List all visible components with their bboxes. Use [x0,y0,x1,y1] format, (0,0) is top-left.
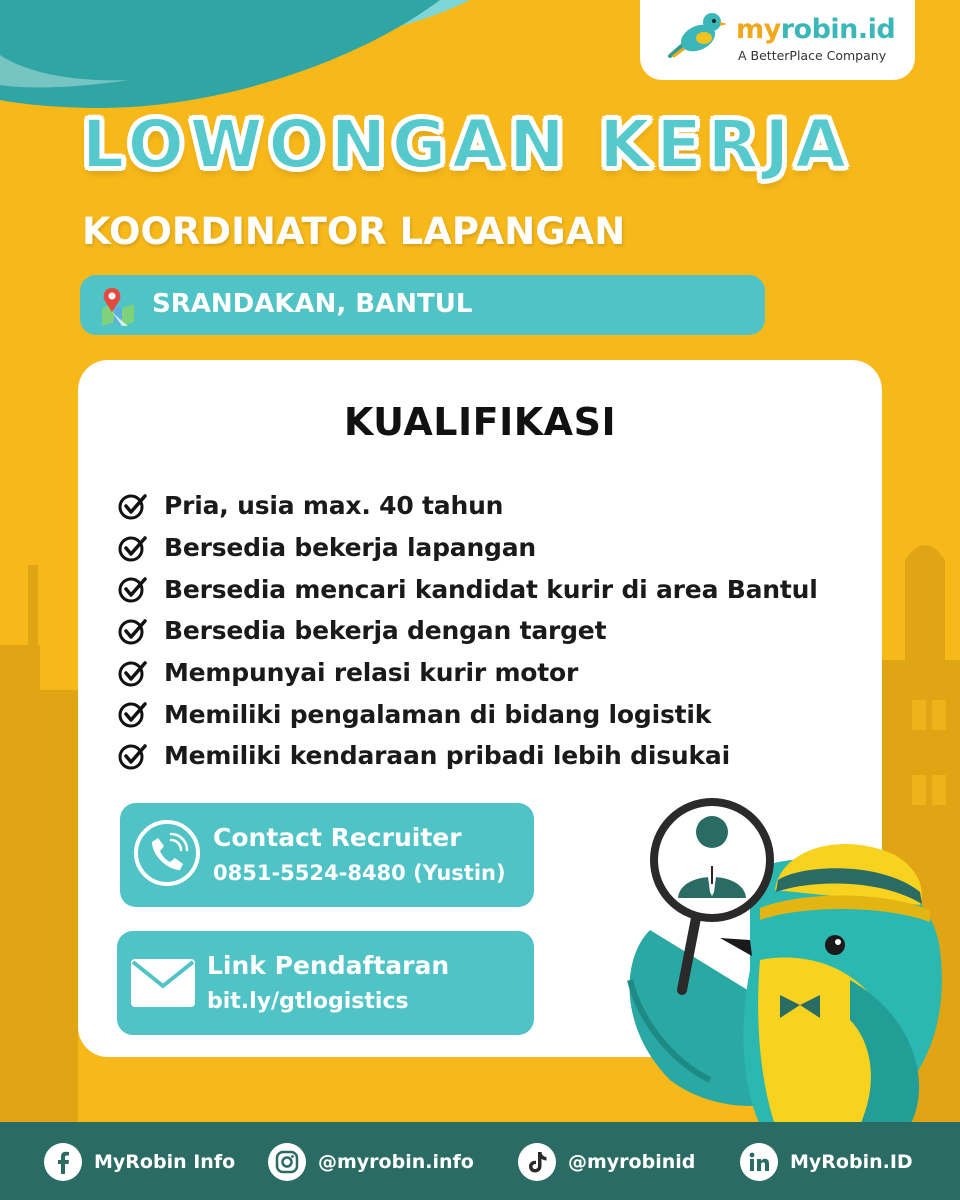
registration-link-button[interactable] [117,931,534,1035]
registration-link[interactable]: bit.ly/gtlogistics [207,989,409,1014]
robin-bird-logo-icon [664,12,728,58]
check-circle-icon [118,574,148,604]
qualification-text: Bersedia bekerja lapangan [164,533,537,563]
qualification-text: Memiliki pengalaman di bidang logistik [164,699,712,729]
qualification-text: Bersedia bekerja dengan target [164,616,607,646]
mail-icon [130,958,196,1008]
qualification-item [118,693,818,735]
qualification-list [118,485,818,777]
qualification-item [118,735,818,777]
registration-title: Link Pendaftaran [207,951,450,980]
qualification-item [118,485,818,527]
qualification-title: KUALIFIKASI [343,400,617,444]
phone-icon [134,820,200,886]
instagram-icon [268,1143,306,1181]
qualification-text: Pria, usia max. 40 tahun [164,491,504,521]
headline: LOWONGAN KERJA [82,106,853,183]
location-pill [80,275,765,335]
location-text: SRANDAKAN, BANTUL [152,289,473,319]
check-circle-icon [118,741,148,771]
social-footer [0,1122,960,1200]
qualification-text: Bersedia mencari kandidat kurir di area Bantul [164,574,818,604]
brand-name: myrobin.id [736,14,896,45]
qualification-item [118,652,818,694]
check-circle-icon [118,658,148,688]
facebook-handle: MyRobin Info [94,1151,236,1173]
brand-logo-card [640,0,915,80]
qualification-text: Mempunyai relasi kurir motor [164,658,579,688]
linkedin-link[interactable] [740,1142,913,1182]
linkedin-icon [740,1143,778,1181]
linkedin-handle: MyRobin.ID [790,1151,913,1173]
tiktok-handle: @myrobinid [568,1151,696,1173]
check-circle-icon [118,533,148,563]
qualification-item [118,568,818,610]
instagram-handle: @myrobin.info [318,1151,474,1173]
check-circle-icon [118,491,148,521]
brand-tagline: A BetterPlace Company [738,48,887,63]
instagram-link[interactable] [268,1142,474,1182]
robin-mascot-illustration [600,780,960,1125]
facebook-link[interactable] [44,1142,235,1182]
check-circle-icon [118,616,148,646]
job-position-title: KOORDINATOR LAPANGAN [82,210,626,253]
tiktok-icon [518,1143,556,1181]
contact-recruiter-button[interactable] [120,803,534,907]
qualification-item [118,527,818,569]
qualification-text: Memiliki kendaraan pribadi lebih disukai [164,741,730,771]
contact-phone: 0851-5524-8480 (Yustin) [213,861,506,885]
map-pin-icon [98,286,138,326]
contact-title: Contact Recruiter [213,823,462,852]
tiktok-link[interactable] [518,1142,695,1182]
check-circle-icon [118,699,148,729]
facebook-icon [44,1143,82,1181]
qualification-item [118,610,818,652]
